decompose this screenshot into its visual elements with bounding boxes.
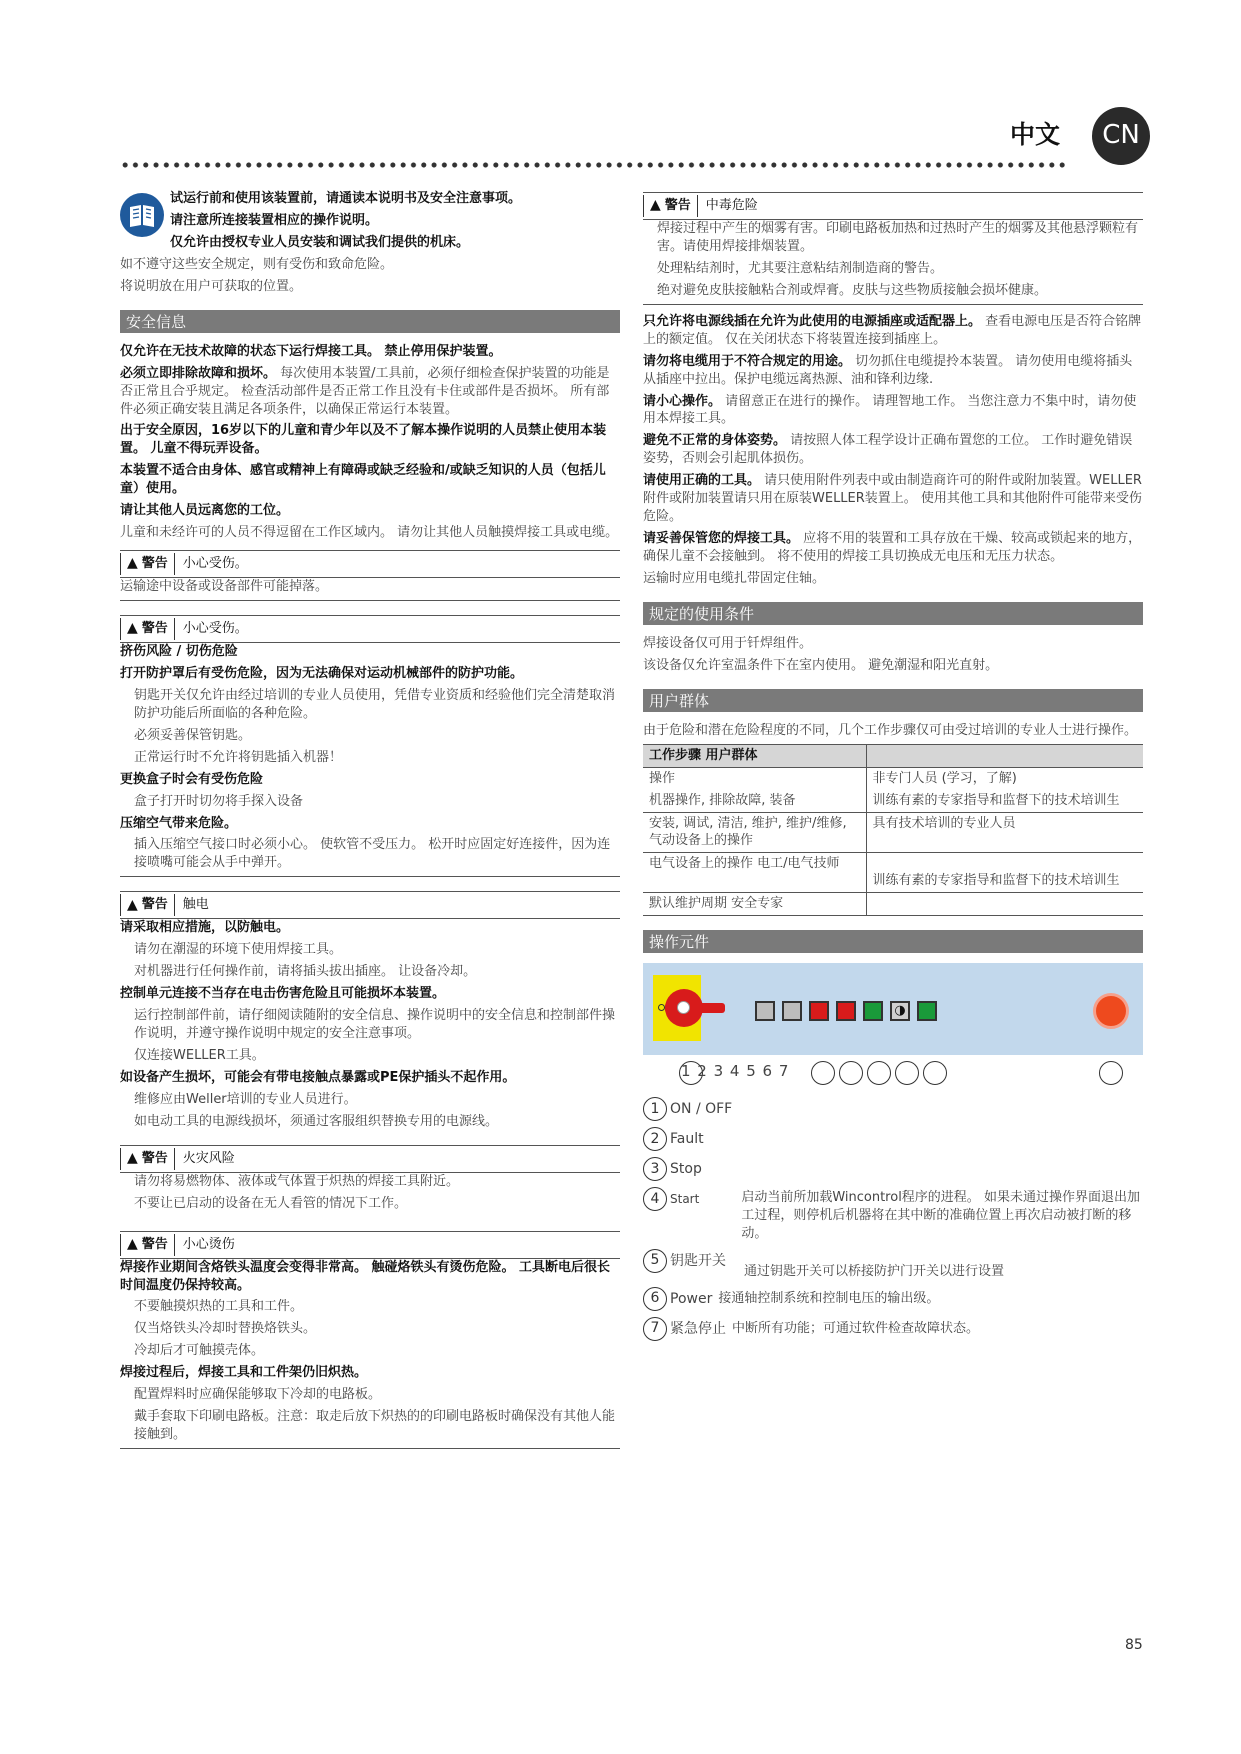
- rule-paragraph: 请使用正确的工具。 请只使用附件列表中或由制造商许可的附件或附加装置。WELLER附件或附加装置请只用在原装WELLER装置上。 使用其他工具和其他附件可能带来受伤危险。: [643, 473, 1142, 525]
- language-label: 中文: [1010, 120, 1061, 149]
- warning-text: 不要触摸炽热的工具和工件。: [134, 1299, 304, 1315]
- safety-paragraph: 出于安全原因，16岁以下的儿童和青少年以及不了解本操作说明的人员禁止使用本装置。 儿童不得玩弄设备。: [120, 423, 607, 457]
- table-header-cell: [866, 744, 1143, 767]
- panel-button-2: [782, 1001, 802, 1021]
- legend-description: 启动当前所加载Wincontrol程序的进程。 如果未通过操作界面退出加工过程，则停机后机器将在其中断的准确位置上再次启动被打断的移动。: [741, 1190, 1140, 1242]
- warning-title: 小心受伤。: [182, 621, 248, 637]
- table-row: [643, 853, 1143, 893]
- table-cell: 操作: [643, 767, 866, 789]
- warning-text: 仅当烙铁头冷却时替换烙铁头。: [134, 1321, 317, 1337]
- warning-box: [120, 1145, 620, 1173]
- legend-number: 6: [643, 1287, 667, 1311]
- conditions-text: 该设备仅允许室温条件下在室内使用。 避免潮湿和阳光直射。: [643, 657, 999, 673]
- callout-circle: [1099, 1061, 1123, 1085]
- legend-label: Power: [670, 1291, 713, 1308]
- legend-item: [643, 1157, 1143, 1181]
- legend-item: [643, 1317, 1143, 1341]
- warning-text: 插入压缩空气接口时必须小心。 使软管不受压力。 松开时应固定好连接件，因为连接喷嘴可能会从手中弹开。: [134, 837, 611, 871]
- section-heading-safety: 安全信息: [120, 310, 620, 333]
- warning-label: ▲ 警告: [120, 1148, 175, 1170]
- left-column: [120, 190, 620, 1449]
- panel-button-1: [755, 1001, 775, 1021]
- dotted-divider: [120, 161, 1065, 169]
- table-cell: 机器操作, 排除故障, 装备: [643, 790, 866, 812]
- intro-block: [120, 190, 620, 252]
- warning-triangle-icon: ▲: [650, 197, 661, 214]
- table-row: [643, 812, 1143, 853]
- callout-circle: [923, 1061, 947, 1085]
- panel-button-4: [836, 1001, 856, 1021]
- intro-line: 请注意所连接装置相应的操作说明。: [170, 212, 379, 228]
- warning-bold-text: 更换盒子时会有受伤危险: [120, 771, 264, 787]
- warning-text: 运行控制部件前，请仔细阅读随附的安全信息、操作说明中的安全信息和控制部件操作说明，并遵守操作说明中规定的安全注意事项。: [134, 1008, 616, 1041]
- divider: [120, 1448, 620, 1449]
- warning-box: [120, 1231, 620, 1259]
- table-cell: 电气设备上的操作 电工/电气技师: [643, 853, 866, 893]
- warning-bold-text: 控制单元连接不当存在电击伤害危险且可能损坏本装置。: [120, 986, 446, 1002]
- warning-text: 对机器进行任何操作前，请将插头拔出插座。 让设备冷却。: [134, 964, 477, 980]
- emergency-stop-button: [1093, 993, 1129, 1029]
- warning-text: 不要让已启动的设备在无人看管的情况下工作。: [134, 1195, 408, 1211]
- warning-text: 运输途中设备或设备部件可能掉落。: [120, 579, 329, 595]
- rule-paragraph: 避免不正常的身体姿势。 请按照人体工程学设计正确布置您的工位。 工作时避免错误姿势，否则会引起肌体损伤。: [643, 433, 1133, 467]
- warning-label: ▲ 警告: [120, 894, 175, 916]
- warning-text: 配置焊料时应确保能够取下冷却的电路板。: [134, 1387, 382, 1403]
- rule-paragraph: 请勿将电缆用于不符合规定的用途。 切勿抓住电缆提拎本装置。 请勿使用电缆将插头从插座中拉出。保护电缆远离热源、油和锋利边缘.: [643, 353, 1133, 387]
- control-legend: [643, 1097, 1143, 1341]
- warning-text: 请勿在潮湿的环境下使用焊接工具。: [134, 942, 343, 958]
- warning-bold-text: 焊接作业期间含烙铁头温度会变得非常高。 触碰烙铁头有烫伤危险。 工具断电后很长时间温度仍保持较高。: [120, 1259, 611, 1293]
- legend-number: 3: [643, 1157, 667, 1181]
- key-switch-icon: ◑: [894, 1003, 906, 1019]
- warning-label: ▲ 警告: [120, 1234, 175, 1256]
- table-cell: 具有技术培训的专业人员: [866, 812, 1143, 853]
- divider: [120, 600, 620, 601]
- intro-line: 试运行前和使用该装置前，请通读本说明书及安全注意事项。: [170, 191, 522, 206]
- warning-text: 仅连接WELLER工具。: [134, 1047, 265, 1063]
- table-row: [643, 893, 1143, 916]
- warning-bold-text: 如设备产生损坏，可能会有带电接触点暴露或PE保护插头不起作用。: [120, 1069, 516, 1085]
- warning-text: 戴手套取下印刷电路板。注意：取走后放下炽热的的印刷电路板时确保没有其他人能接触到。: [134, 1409, 616, 1443]
- table-row: [643, 790, 1143, 812]
- warning-triangle-icon: ▲: [127, 896, 138, 913]
- rule-paragraph: 运输时应用电缆扎带固定住轴。: [643, 570, 826, 586]
- warning-triangle-icon: ▲: [127, 620, 138, 637]
- warning-text: 如电动工具的电源线损坏，须通过客服组织替换专用的电源线。: [134, 1113, 499, 1129]
- legend-label: ON / OFF: [670, 1101, 733, 1118]
- warning-label: ▲ 警告: [643, 195, 698, 217]
- warning-bold-text: 打开防护罩后有受伤危险，因为无法确保对运动机械部件的防护功能。: [120, 665, 524, 681]
- legend-number: 2: [643, 1127, 667, 1151]
- legend-label: Fault: [670, 1131, 704, 1148]
- warning-text: 绝对避免皮肤接触粘合剂或焊膏。皮肤与这些物质接触会损坏健康。: [657, 282, 1048, 298]
- warning-title: 中毒危险: [705, 198, 758, 214]
- warning-triangle-icon: ▲: [127, 1150, 138, 1167]
- rule-paragraph: 请妥善保管您的焊接工具。 应将不用的装置和工具存放在干燥、较高或锁起来的地方，确保儿童不会接触到。 将不使用的焊接工具切换成无电压和无压力状态。: [643, 531, 1142, 564]
- table-row: [643, 767, 1143, 789]
- divider: [120, 876, 620, 877]
- legend-item: [643, 1249, 1143, 1281]
- warning-bold-text: 压缩空气带来危险。: [120, 815, 238, 831]
- language-badge: CN: [1092, 107, 1150, 165]
- section-heading-controls: 操作元件: [643, 930, 1143, 953]
- users-intro: 由于危险和潜在危险程度的不同，几个工作步骤仅可由受过培训的专业人士进行操作。: [643, 722, 1138, 738]
- warning-subtitle: 挤伤风险 / 切伤危险: [120, 644, 238, 659]
- warning-text: 正常运行时不允许将钥匙插入机器！: [134, 749, 343, 765]
- warning-bold-text: 焊接过程后，焊接工具和工件架仍旧炽热。: [120, 1365, 368, 1381]
- callout-circle: [839, 1061, 863, 1085]
- divider: [643, 304, 1143, 305]
- warning-box: [120, 615, 620, 643]
- warning-title: 火灾风险: [182, 1150, 235, 1166]
- warning-text: 维修应由Weller培训的专业人员进行。: [134, 1091, 357, 1107]
- user-group-table: [643, 744, 1143, 917]
- warning-text: 焊接过程中产生的烟雾有害。印刷电路板加热和过热时产生的烟雾及其他悬浮颗粒有害。请使用焊接排烟装置。: [657, 221, 1139, 254]
- warning-triangle-icon: ▲: [127, 555, 138, 572]
- callout-circle: [895, 1061, 919, 1085]
- callout-circle: [811, 1061, 835, 1085]
- legend-label: Stop: [670, 1161, 702, 1178]
- intro-line: 将说明放在用户可获取的位置。: [120, 278, 303, 294]
- conditions-text: 焊接设备仅可用于钎焊组件。: [643, 635, 813, 651]
- safety-paragraph: 必须立即排除故障和损坏。 每次使用本装置/工具前，必须仔细检查保护装置的功能是否正常且合乎规定。 检查活动部件是否正常工作且没有卡住或部件是否损坏。 所有部件必须正确安装且满足各项条件，以确保正常运行本装置。: [120, 365, 610, 417]
- legend-description: 接通轴控制系统和控制电压的输出级。: [718, 1291, 940, 1307]
- legend-label: Start: [670, 1192, 700, 1207]
- warning-text: 必须妥善保管钥匙。: [134, 727, 252, 743]
- table-cell: 训练有素的专家指导和监督下的技术培训生: [866, 790, 1143, 812]
- right-column: [643, 190, 1143, 1347]
- warning-text: 请勿将易燃物体、液体或气体置于炽热的焊接工具附近。: [134, 1173, 460, 1189]
- safety-paragraph: 本装置不适合由身体、感官或精神上有障碍或缺乏经验和/或缺乏知识的人员（包括儿童）使用。: [120, 463, 606, 497]
- panel-button-3: [809, 1001, 829, 1021]
- rule-paragraph: 只允许将电源线插在允许为此使用的电源插座或适配器上。 查看电源电压是否符合铭牌上的额定值。 仅在关闭状态下将装置连接到插座上。: [643, 313, 1142, 347]
- warning-bold-text: 请采取相应措施，以防触电。: [120, 920, 290, 936]
- warning-title: 小心受伤。: [182, 556, 248, 572]
- key-switch: [890, 1001, 910, 1021]
- table-cell: 默认维护周期 安全专家: [643, 893, 866, 916]
- table-cell: 训练有素的专家指导和监督下的技术培训生: [866, 853, 1143, 893]
- legend-label: 紧急停止: [670, 1321, 726, 1338]
- legend-number: 4: [643, 1187, 667, 1211]
- safety-paragraph: 儿童和未经许可的人员不得逗留在工作区域内。 请勿让其他人员触摸焊接工具或电缆。: [120, 525, 619, 541]
- control-panel-diagram: [643, 963, 1143, 1055]
- panel-button-5: [863, 1001, 883, 1021]
- table-header-cell: 工作步骤 用户群体: [643, 744, 866, 767]
- warning-label: ▲ 警告: [120, 553, 175, 575]
- warning-label: ▲ 警告: [120, 618, 175, 640]
- legend-item: [643, 1127, 1143, 1151]
- warning-box: [120, 891, 620, 919]
- rule-paragraph: 请小心操作。 请留意正在进行的操作。 请理智地工作。 当您注意力不集中时，请勿使用本焊接工具。: [643, 393, 1137, 427]
- warning-box: [120, 550, 620, 578]
- warning-text: 处理粘结剂时，尤其要注意粘结剂制造商的警告。: [657, 260, 944, 276]
- warning-title: 小心烫伤: [182, 1236, 235, 1252]
- legend-item: [643, 1287, 1143, 1311]
- table-cell: 非专门人员 (学习，了解): [866, 767, 1143, 789]
- legend-description: 通过钥匙开关可以桥接防护门开关以进行设置: [743, 1264, 1004, 1280]
- warning-text: 钥匙开关仅允许由经过培训的专业人员使用，凭借专业资质和经验他们完全清楚取消防护功能后所面临的各种危险。: [134, 687, 616, 721]
- intro-line: 如不遵守这些安全规定，则有受伤和致命危险。: [120, 256, 394, 272]
- warning-text: 冷却后才可触摸壳体。: [134, 1343, 265, 1359]
- legend-number: 7: [643, 1317, 667, 1341]
- table-cell: 安装, 调试, 清洁, 维护, 维护/维修, 气动设备上的操作: [643, 812, 866, 853]
- safety-paragraph: 请让其他人员远离您的工位。: [120, 503, 290, 519]
- manual-book-icon: [120, 193, 164, 237]
- intro-line: 仅允许由授权专业人员安装和调试我们提供的机床。: [170, 234, 470, 250]
- legend-label: 钥匙开关: [669, 1253, 726, 1270]
- callout-circle: [867, 1061, 891, 1085]
- warning-text: 盒子打开时切勿将手探入设备: [134, 793, 304, 809]
- table-cell: [866, 893, 1143, 916]
- legend-description: 中断所有功能；可通过软件检查故障状态。: [732, 1321, 980, 1337]
- panel-button-7: [917, 1001, 937, 1021]
- page-number: 85: [1125, 1637, 1143, 1653]
- warning-title: 触电: [182, 897, 209, 913]
- legend-number: 1: [643, 1097, 667, 1121]
- legend-number: 5: [643, 1249, 667, 1273]
- callout-numbers: 1 2 3 4 5 6 7: [681, 1062, 790, 1081]
- section-heading-conditions: 规定的使用条件: [643, 602, 1143, 625]
- legend-item: [643, 1097, 1143, 1121]
- safety-paragraph: 仅允许在无技术故障的状态下运行焊接工具。 禁止停用保护装置。: [120, 343, 502, 359]
- legend-item: [643, 1187, 1143, 1243]
- warning-box: [643, 192, 1143, 220]
- callout-row: [643, 1055, 1143, 1091]
- section-heading-users: 用户群体: [643, 689, 1143, 712]
- warning-triangle-icon: ▲: [127, 1235, 138, 1252]
- table-header-row: [643, 744, 1143, 767]
